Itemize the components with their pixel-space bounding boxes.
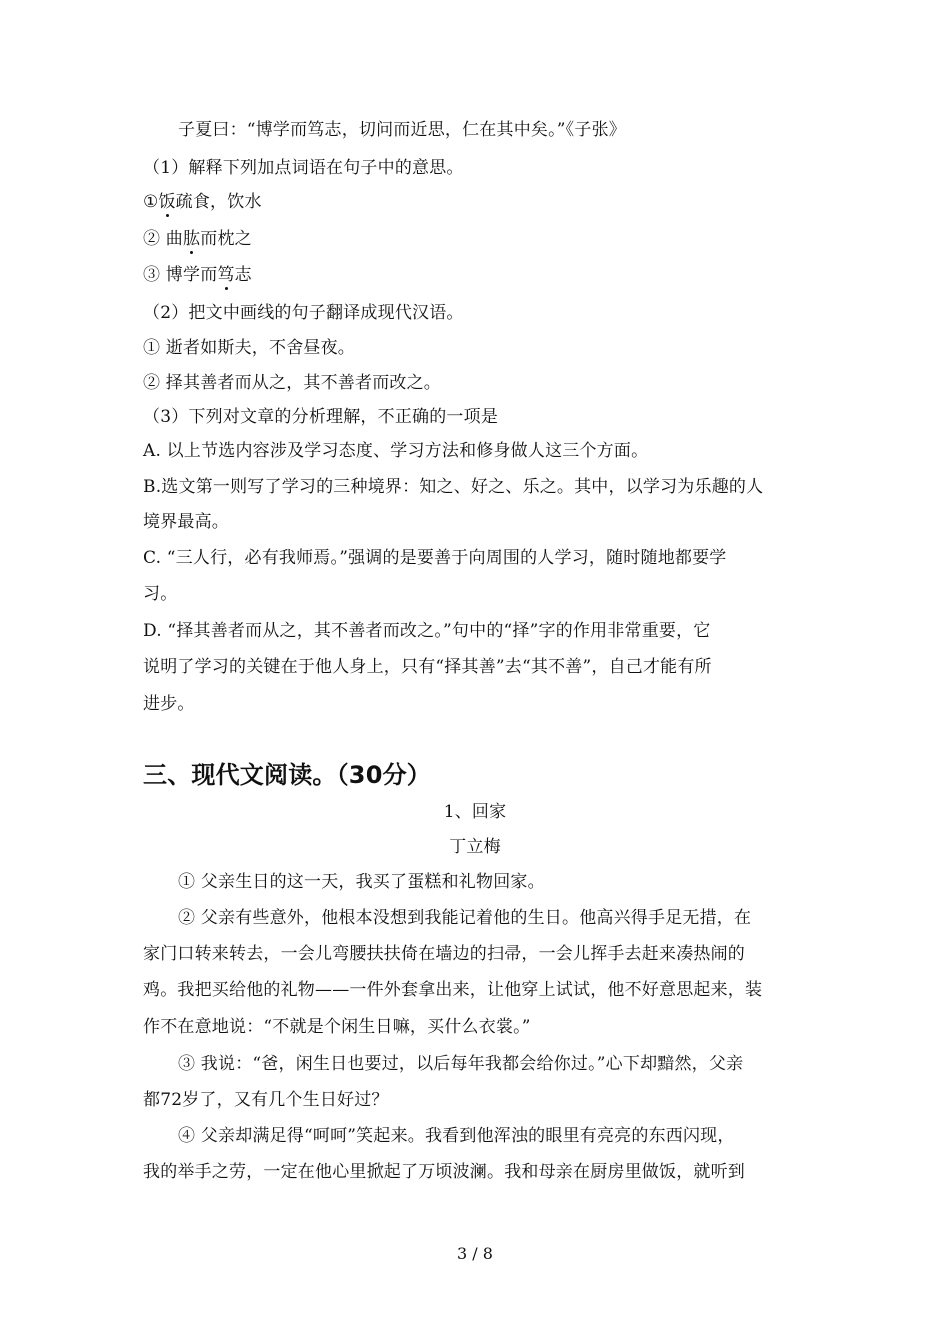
paragraph-4-line-1: ④ 父亲却满足得“呵呵”笑起来。我看到他浑浊的眼里有亮亮的东西闪现， <box>178 1126 735 1146</box>
q2-item-1: ① 逝者如斯夫，不舍昼夜。 <box>143 338 356 358</box>
q1-item-1: ①饭疏食，饮水 <box>143 192 262 212</box>
q2-title: （2）把文中画线的句子翻译成现代汉语。 <box>143 303 464 323</box>
page-number: 3 / 8 <box>457 1244 493 1263</box>
paragraph-2-line-4: 作不在意地说：“不就是个闲生日嘛，买什么衣裳。” <box>143 1017 531 1037</box>
dotted-word-3: 笃 <box>217 265 235 285</box>
paragraph-2-line-2: 家门口转来转去，一会儿弯腰扶扶倚在墙边的扫帚，一会儿挥手去赶来凑热闹的 <box>143 944 745 964</box>
q3-option-b-line-2: 境界最高。 <box>143 512 229 532</box>
q3-option-d-line-1: D. “择其善者而从之，其不善者而改之。”句中的“择”字的作用非常重要，它 <box>143 621 711 641</box>
q3-option-a: A. 以上节选内容涉及学习态度、学习方法和修身做人这三个方面。 <box>143 441 649 461</box>
q3-option-d-line-3: 进步。 <box>143 694 195 714</box>
quote-line: 子夏曰：“博学而笃志，切问而近思，仁在其中矣。”《子张》 <box>178 120 626 140</box>
paragraph-3-line-2: 都72岁了，又有几个生日好过？ <box>143 1090 389 1110</box>
q3-option-d-line-2: 说明了学习的关键在于他人身上，只有“择其善”去“其不善”，自己才能有所 <box>143 657 712 677</box>
dotted-word-2: 肱 <box>183 229 201 249</box>
article-author: 丁立梅 <box>449 837 501 857</box>
q3-title: （3）下列对文章的分析理解，不正确的一项是 <box>143 407 499 427</box>
paragraph-2-line-1: ② 父亲有些意外，他根本没想到我能记着他的生日。他高兴得手足无措，在 <box>178 908 752 928</box>
q1-item-3: ③ 博学而笃志 <box>143 265 252 285</box>
article-title: 1、回家 <box>443 802 507 822</box>
q1-item-2: ② 曲肱而枕之 <box>143 229 252 249</box>
q3-option-b-line-1: B.选文第一则写了学习的三种境界：知之、好之、乐之。其中，以学习为乐趣的人 <box>143 477 764 497</box>
q3-option-c-line-1: C. “三人行，必有我师焉。”强调的是要善于向周围的人学习，随时随地都要学 <box>143 548 727 568</box>
dotted-word-1: 饭 <box>158 192 176 212</box>
q2-item-2: ② 择其善者而从之，其不善者而改之。 <box>143 373 442 393</box>
paragraph-4-line-2: 我的举手之劳，一定在他心里掀起了万顷波澜。我和母亲在厨房里做饭，就听到 <box>143 1162 745 1182</box>
paragraph-1-line-1: ① 父亲生日的这一天，我买了蛋糕和礼物回家。 <box>178 872 545 892</box>
section-heading: 三、现代文阅读。（30分） <box>143 761 431 789</box>
q1-title: （1）解释下列加点词语在句子中的意思。 <box>143 158 464 178</box>
q3-option-c-line-2: 习。 <box>143 584 178 604</box>
paragraph-3-line-1: ③ 我说：“爸，闲生日也要过，以后每年我都会给你过。”心下却黯然，父亲 <box>178 1054 744 1074</box>
paragraph-2-line-3: 鸡。我把买给他的礼物——一件外套拿出来，让他穿上试试，他不好意思起来，装 <box>143 980 763 1000</box>
